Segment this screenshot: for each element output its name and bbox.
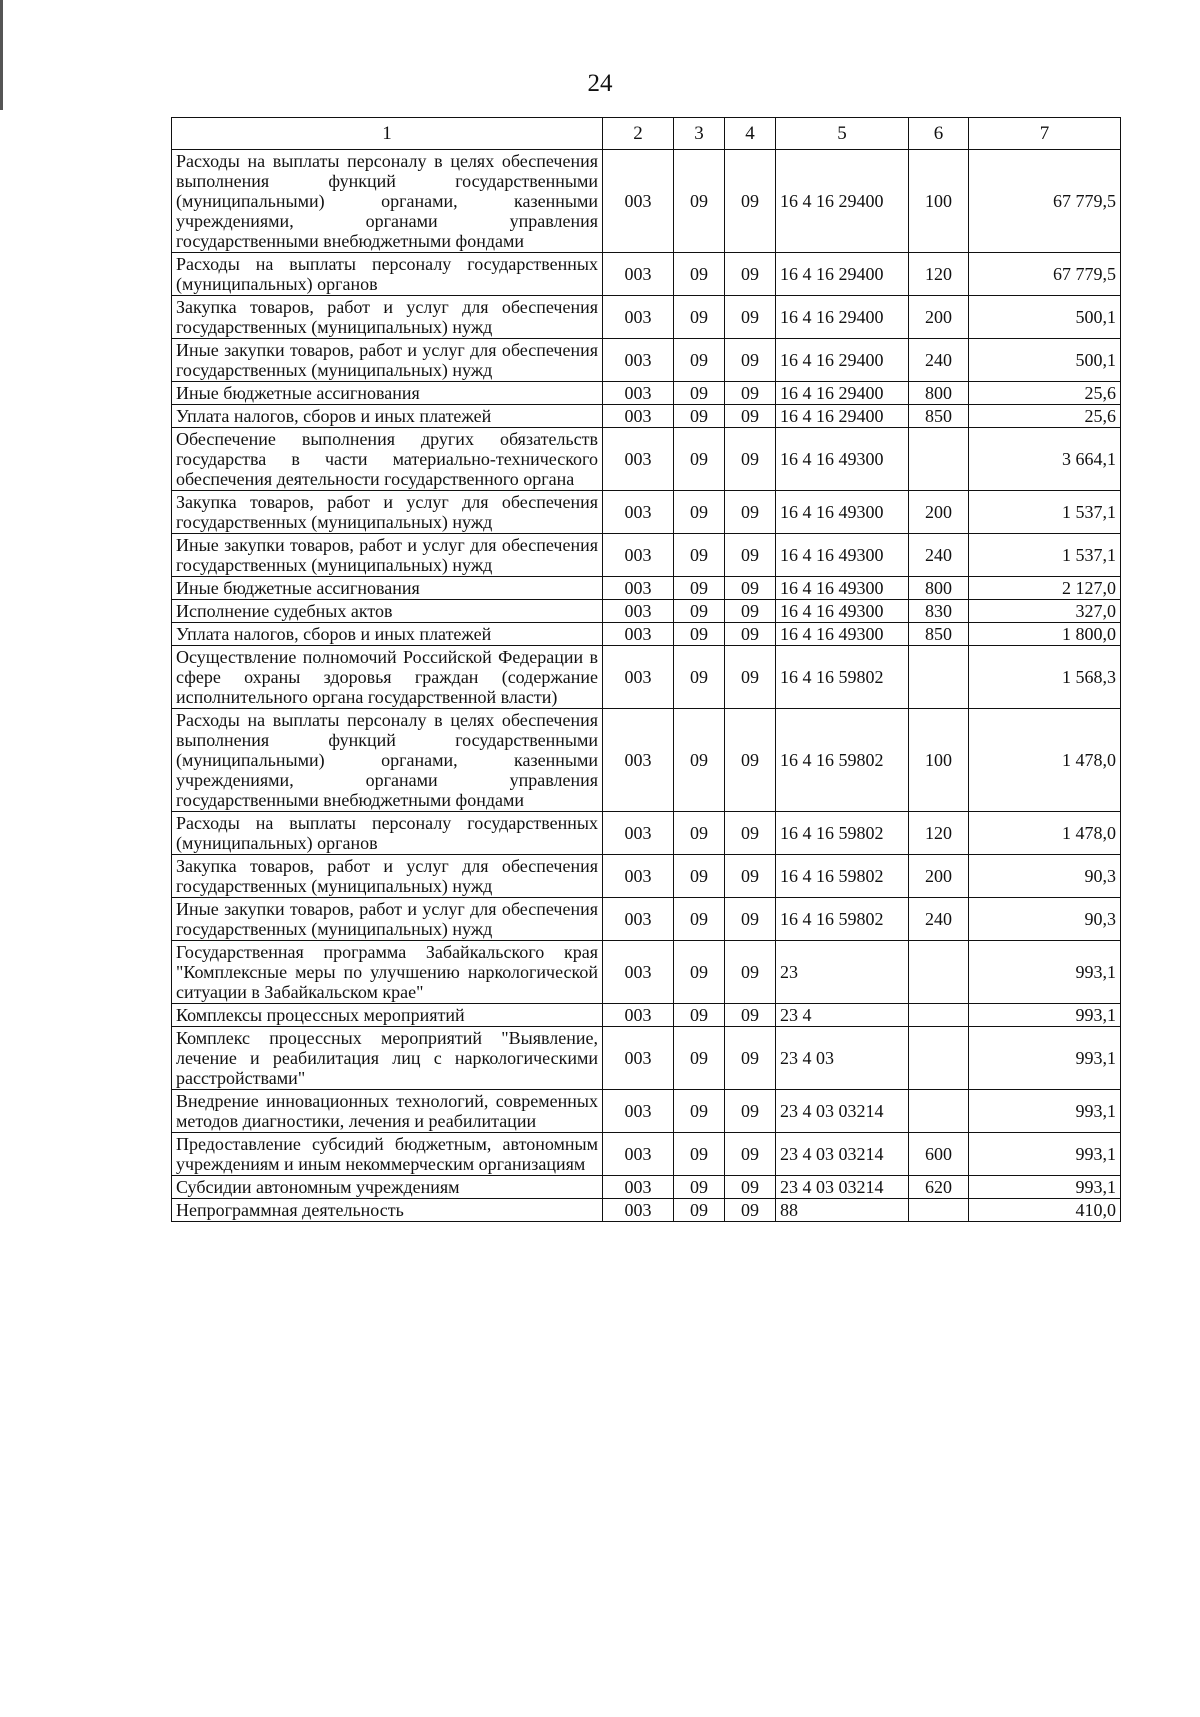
- section-code-cell: 09: [674, 534, 725, 577]
- amount-cell: 67 779,5: [969, 253, 1121, 296]
- subsection-code-cell: 09: [725, 1133, 776, 1176]
- admin-code-cell: 003: [603, 1004, 674, 1027]
- section-code-cell: 09: [674, 382, 725, 405]
- admin-code-cell: 003: [603, 1199, 674, 1222]
- target-article-cell: 16 4 16 29400: [776, 150, 909, 253]
- admin-code-cell: 003: [603, 382, 674, 405]
- table-row: [172, 1133, 1121, 1176]
- target-article-cell: 16 4 16 59802: [776, 646, 909, 709]
- amount-cell: 25,6: [969, 382, 1121, 405]
- amount-cell: 327,0: [969, 600, 1121, 623]
- subsection-code-cell: 09: [725, 709, 776, 812]
- target-article-cell: 23: [776, 941, 909, 1004]
- subsection-code-cell: 09: [725, 855, 776, 898]
- section-code-cell: 09: [674, 428, 725, 491]
- expense-type-cell: 100: [909, 709, 969, 812]
- table-row: [172, 1199, 1121, 1222]
- section-code-cell: 09: [674, 577, 725, 600]
- target-article-cell: 23 4 03 03214: [776, 1133, 909, 1176]
- column-header: 2: [603, 118, 674, 150]
- section-code-cell: 09: [674, 253, 725, 296]
- amount-cell: 90,3: [969, 898, 1121, 941]
- section-code-cell: 09: [674, 709, 725, 812]
- admin-code-cell: 003: [603, 1090, 674, 1133]
- section-code-cell: 09: [674, 623, 725, 646]
- subsection-code-cell: 09: [725, 382, 776, 405]
- row-name-cell: Расходы на выплаты персоналу в целях обеспечения выполнения функций государственными (муниципальными) органами, казенными учреждениями, органами управления государственными внебюджетными фондами: [172, 709, 603, 812]
- target-article-cell: 23 4: [776, 1004, 909, 1027]
- expense-type-cell: 200: [909, 296, 969, 339]
- admin-code-cell: 003: [603, 150, 674, 253]
- subsection-code-cell: 09: [725, 428, 776, 491]
- row-name-cell: Непрограммная деятельность: [172, 1199, 603, 1222]
- expense-type-cell: 120: [909, 253, 969, 296]
- admin-code-cell: 003: [603, 405, 674, 428]
- table-row: [172, 253, 1121, 296]
- table-row: [172, 855, 1121, 898]
- section-code-cell: 09: [674, 339, 725, 382]
- target-article-cell: 16 4 16 49300: [776, 428, 909, 491]
- table-row: [172, 1027, 1121, 1090]
- row-name-cell: Исполнение судебных актов: [172, 600, 603, 623]
- row-name-cell: Комплексы процессных мероприятий: [172, 1004, 603, 1027]
- amount-cell: 3 664,1: [969, 428, 1121, 491]
- target-article-cell: 23 4 03 03214: [776, 1090, 909, 1133]
- amount-cell: 1 478,0: [969, 709, 1121, 812]
- expense-type-cell: 850: [909, 405, 969, 428]
- subsection-code-cell: 09: [725, 1176, 776, 1199]
- target-article-cell: 88: [776, 1199, 909, 1222]
- subsection-code-cell: 09: [725, 577, 776, 600]
- row-name-cell: Закупка товаров, работ и услуг для обеспечения государственных (муниципальных) нужд: [172, 296, 603, 339]
- row-name-cell: Закупка товаров, работ и услуг для обеспечения государственных (муниципальных) нужд: [172, 491, 603, 534]
- amount-cell: 1 568,3: [969, 646, 1121, 709]
- amount-cell: 1 537,1: [969, 491, 1121, 534]
- subsection-code-cell: 09: [725, 405, 776, 428]
- subsection-code-cell: 09: [725, 150, 776, 253]
- table-body: [172, 150, 1121, 1222]
- table-row: [172, 1176, 1121, 1199]
- admin-code-cell: 003: [603, 855, 674, 898]
- target-article-cell: 16 4 16 49300: [776, 491, 909, 534]
- expense-type-cell: 830: [909, 600, 969, 623]
- section-code-cell: 09: [674, 1027, 725, 1090]
- expense-type-cell: [909, 1004, 969, 1027]
- column-header: 3: [674, 118, 725, 150]
- section-code-cell: 09: [674, 296, 725, 339]
- expense-type-cell: 800: [909, 577, 969, 600]
- section-code-cell: 09: [674, 1090, 725, 1133]
- column-header: 5: [776, 118, 909, 150]
- row-name-cell: Государственная программа Забайкальского края "Комплексные меры по улучшению наркологической ситуации в Забайкальском крае": [172, 941, 603, 1004]
- row-name-cell: Иные закупки товаров, работ и услуг для обеспечения государственных (муниципальных) нужд: [172, 339, 603, 382]
- expense-type-cell: 100: [909, 150, 969, 253]
- admin-code-cell: 003: [603, 623, 674, 646]
- table-row: [172, 150, 1121, 253]
- section-code-cell: 09: [674, 1176, 725, 1199]
- subsection-code-cell: 09: [725, 1004, 776, 1027]
- section-code-cell: 09: [674, 491, 725, 534]
- section-code-cell: 09: [674, 600, 725, 623]
- admin-code-cell: 003: [603, 491, 674, 534]
- section-code-cell: 09: [674, 150, 725, 253]
- row-name-cell: Комплекс процессных мероприятий "Выявление, лечение и реабилитация лиц с наркологическими расстройствами": [172, 1027, 603, 1090]
- row-name-cell: Осуществление полномочий Российской Федерации в сфере охраны здоровья граждан (содержание исполнительного органа государственной власти): [172, 646, 603, 709]
- row-name-cell: Уплата налогов, сборов и иных платежей: [172, 405, 603, 428]
- subsection-code-cell: 09: [725, 646, 776, 709]
- subsection-code-cell: 09: [725, 941, 776, 1004]
- subsection-code-cell: 09: [725, 534, 776, 577]
- target-article-cell: 16 4 16 49300: [776, 600, 909, 623]
- table-row: [172, 623, 1121, 646]
- target-article-cell: 16 4 16 29400: [776, 253, 909, 296]
- expense-type-cell: 240: [909, 534, 969, 577]
- row-name-cell: Субсидии автономным учреждениям: [172, 1176, 603, 1199]
- expense-type-cell: 620: [909, 1176, 969, 1199]
- table-row: [172, 405, 1121, 428]
- amount-cell: 500,1: [969, 296, 1121, 339]
- amount-cell: 25,6: [969, 405, 1121, 428]
- section-code-cell: 09: [674, 855, 725, 898]
- amount-cell: 1 478,0: [969, 812, 1121, 855]
- target-article-cell: 16 4 16 59802: [776, 855, 909, 898]
- amount-cell: 500,1: [969, 339, 1121, 382]
- table-row: [172, 646, 1121, 709]
- admin-code-cell: 003: [603, 1027, 674, 1090]
- section-code-cell: 09: [674, 1199, 725, 1222]
- target-article-cell: 16 4 16 29400: [776, 339, 909, 382]
- amount-cell: 993,1: [969, 941, 1121, 1004]
- table-row: [172, 491, 1121, 534]
- section-code-cell: 09: [674, 1004, 725, 1027]
- target-article-cell: 16 4 16 29400: [776, 405, 909, 428]
- amount-cell: 1 800,0: [969, 623, 1121, 646]
- budget-table: [171, 117, 1121, 1222]
- column-header: 7: [969, 118, 1121, 150]
- subsection-code-cell: 09: [725, 339, 776, 382]
- section-code-cell: 09: [674, 812, 725, 855]
- amount-cell: 993,1: [969, 1027, 1121, 1090]
- amount-cell: 2 127,0: [969, 577, 1121, 600]
- row-name-cell: Иные бюджетные ассигнования: [172, 382, 603, 405]
- subsection-code-cell: 09: [725, 812, 776, 855]
- admin-code-cell: 003: [603, 646, 674, 709]
- target-article-cell: 16 4 16 49300: [776, 577, 909, 600]
- amount-cell: 67 779,5: [969, 150, 1121, 253]
- table-row: [172, 600, 1121, 623]
- expense-type-cell: 200: [909, 855, 969, 898]
- expense-type-cell: 120: [909, 812, 969, 855]
- row-name-cell: Расходы на выплаты персоналу государственных (муниципальных) органов: [172, 812, 603, 855]
- admin-code-cell: 003: [603, 709, 674, 812]
- table-row: [172, 941, 1121, 1004]
- table-row: [172, 577, 1121, 600]
- expense-type-cell: 200: [909, 491, 969, 534]
- expense-type-cell: [909, 428, 969, 491]
- section-code-cell: 09: [674, 941, 725, 1004]
- table-row: [172, 534, 1121, 577]
- page-number: 24: [587, 70, 613, 97]
- expense-type-cell: [909, 1090, 969, 1133]
- target-article-cell: 16 4 16 29400: [776, 296, 909, 339]
- row-name-cell: Расходы на выплаты персоналу в целях обеспечения выполнения функций государственными (муниципальными) органами, казенными учреждениями, органами управления государственными внебюджетными фондами: [172, 150, 603, 253]
- subsection-code-cell: 09: [725, 1090, 776, 1133]
- subsection-code-cell: 09: [725, 1199, 776, 1222]
- amount-cell: 993,1: [969, 1004, 1121, 1027]
- expense-type-cell: [909, 1027, 969, 1090]
- row-name-cell: Расходы на выплаты персоналу государственных (муниципальных) органов: [172, 253, 603, 296]
- subsection-code-cell: 09: [725, 491, 776, 534]
- subsection-code-cell: 09: [725, 898, 776, 941]
- row-name-cell: Обеспечение выполнения других обязательств государства в части материально-технического обеспечения деятельности государственного органа: [172, 428, 603, 491]
- target-article-cell: 16 4 16 59802: [776, 812, 909, 855]
- amount-cell: 410,0: [969, 1199, 1121, 1222]
- column-header: 6: [909, 118, 969, 150]
- row-name-cell: Уплата налогов, сборов и иных платежей: [172, 623, 603, 646]
- expense-type-cell: [909, 1199, 969, 1222]
- table-row: [172, 1090, 1121, 1133]
- subsection-code-cell: 09: [725, 253, 776, 296]
- expense-type-cell: 240: [909, 898, 969, 941]
- amount-cell: 993,1: [969, 1133, 1121, 1176]
- expense-type-cell: 240: [909, 339, 969, 382]
- subsection-code-cell: 09: [725, 1027, 776, 1090]
- admin-code-cell: 003: [603, 941, 674, 1004]
- section-code-cell: 09: [674, 646, 725, 709]
- expense-type-cell: 600: [909, 1133, 969, 1176]
- row-name-cell: Закупка товаров, работ и услуг для обеспечения государственных (муниципальных) нужд: [172, 855, 603, 898]
- admin-code-cell: 003: [603, 534, 674, 577]
- admin-code-cell: 003: [603, 1133, 674, 1176]
- table-row: [172, 428, 1121, 491]
- admin-code-cell: 003: [603, 339, 674, 382]
- amount-cell: 1 537,1: [969, 534, 1121, 577]
- expense-type-cell: 850: [909, 623, 969, 646]
- row-name-cell: Иные закупки товаров, работ и услуг для обеспечения государственных (муниципальных) нужд: [172, 898, 603, 941]
- column-header: 1: [172, 118, 603, 150]
- admin-code-cell: 003: [603, 1176, 674, 1199]
- row-name-cell: Иные бюджетные ассигнования: [172, 577, 603, 600]
- section-code-cell: 09: [674, 1133, 725, 1176]
- subsection-code-cell: 09: [725, 600, 776, 623]
- expense-type-cell: 800: [909, 382, 969, 405]
- admin-code-cell: 003: [603, 253, 674, 296]
- expense-type-cell: [909, 646, 969, 709]
- table-row: [172, 382, 1121, 405]
- target-article-cell: 23 4 03 03214: [776, 1176, 909, 1199]
- column-header: 4: [725, 118, 776, 150]
- row-name-cell: Иные закупки товаров, работ и услуг для обеспечения государственных (муниципальных) нужд: [172, 534, 603, 577]
- subsection-code-cell: 09: [725, 623, 776, 646]
- admin-code-cell: 003: [603, 428, 674, 491]
- table-row: [172, 898, 1121, 941]
- row-name-cell: Внедрение инновационных технологий, современных методов диагностики, лечения и реабилитации: [172, 1090, 603, 1133]
- subsection-code-cell: 09: [725, 296, 776, 339]
- target-article-cell: 23 4 03: [776, 1027, 909, 1090]
- amount-cell: 90,3: [969, 855, 1121, 898]
- target-article-cell: 16 4 16 59802: [776, 709, 909, 812]
- amount-cell: 993,1: [969, 1090, 1121, 1133]
- header-row: [172, 118, 1121, 150]
- target-article-cell: 16 4 16 29400: [776, 382, 909, 405]
- row-name-cell: Предоставление субсидий бюджетным, автономным учреждениям и иным некоммерческим организациям: [172, 1133, 603, 1176]
- table-row: [172, 1004, 1121, 1027]
- target-article-cell: 16 4 16 49300: [776, 534, 909, 577]
- admin-code-cell: 003: [603, 577, 674, 600]
- table-row: [172, 339, 1121, 382]
- section-code-cell: 09: [674, 898, 725, 941]
- table-row: [172, 296, 1121, 339]
- target-article-cell: 16 4 16 59802: [776, 898, 909, 941]
- amount-cell: 993,1: [969, 1176, 1121, 1199]
- target-article-cell: 16 4 16 49300: [776, 623, 909, 646]
- section-code-cell: 09: [674, 405, 725, 428]
- admin-code-cell: 003: [603, 812, 674, 855]
- table-row: [172, 812, 1121, 855]
- admin-code-cell: 003: [603, 296, 674, 339]
- admin-code-cell: 003: [603, 600, 674, 623]
- admin-code-cell: 003: [603, 898, 674, 941]
- table-row: [172, 709, 1121, 812]
- expense-type-cell: [909, 941, 969, 1004]
